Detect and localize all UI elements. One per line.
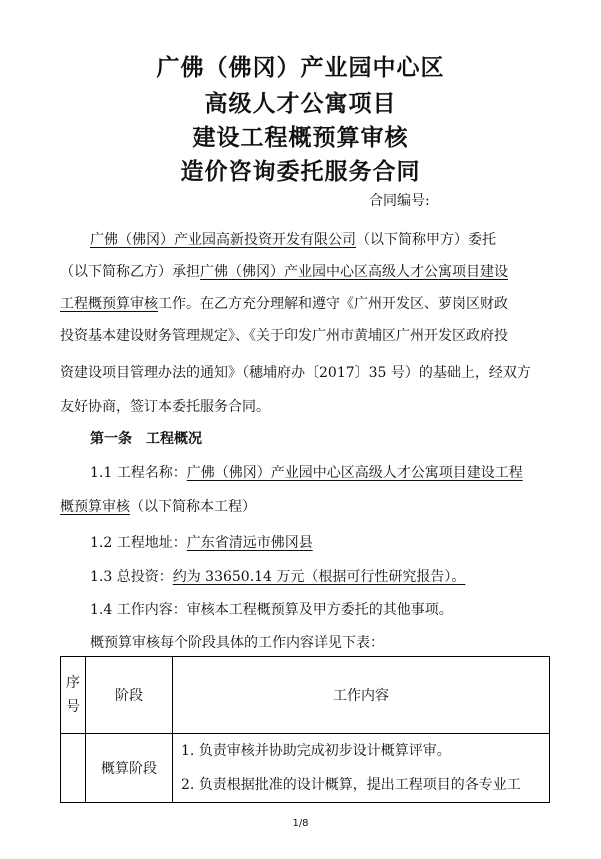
header-stage: 阶段 [86, 657, 173, 734]
item-1-1 [90, 462, 523, 484]
intro-line-2 [60, 261, 508, 283]
page-number: 1/8 [292, 818, 309, 829]
project-name: 广佛（佛冈）产业园中心区高级人才公寓项目建设工程 [186, 465, 523, 481]
table-row [61, 734, 550, 803]
title-line-3: 建设工程概预算审核 [192, 125, 409, 151]
intro-text: （以下简称乙方）承担 [60, 264, 200, 280]
title-line-2: 高级人才公寓项目 [204, 91, 397, 117]
project-name-cont: 工程概预算审核 [60, 296, 158, 312]
intro-line-1 [90, 229, 496, 251]
work-content-table [60, 656, 550, 803]
table-intro: 概预算审核每个阶段具体的工作内容详见下表： [90, 635, 384, 651]
intro-text: 工作。在乙方充分理解和遵守《广州开发区、萝岗区财政 [158, 296, 508, 312]
item-1-1-cont [60, 496, 256, 518]
article-1-heading: 第一条 工程概况 [90, 431, 202, 447]
table-header-row [61, 657, 550, 734]
intro-line-6: 友好协商，签订本委托服务合同。 [60, 399, 270, 415]
title-line-4: 造价咨询委托服务合同 [180, 159, 421, 185]
intro-line-5: 资建设项目管理办法的通知》（穗埔府办〔2017〕35 号）的基础上，经双方 [60, 365, 531, 381]
total-investment: 约为 33650.14 万元（根据可行性研究报告）。 [172, 569, 466, 585]
item-label: 1.4 工作内容： [90, 602, 187, 618]
project-name-cont: 概预算审核 [60, 499, 130, 515]
task-item: 1. 负责审核并协助完成初步设计概算评审。 [181, 743, 451, 759]
header-no: 序号 [61, 657, 86, 734]
item-label: 1.3 总投资： [90, 569, 173, 585]
item-1-2 [90, 532, 313, 554]
item-1-4 [90, 599, 453, 621]
intro-line-4: 投资基本建设财务管理规定》、《关于印发广州市黄埔区广州开发区政府投 [60, 328, 508, 344]
item-label: 1.2 工程地址： [90, 535, 187, 551]
project-name: 广佛（佛冈）产业园中心区高级人才公寓项目建设 [200, 264, 508, 280]
item-text: （以下简称本工程） [130, 499, 256, 515]
work-scope: 审核本工程概预算及甲方委托的其他事项。 [186, 602, 453, 618]
item-1-3 [90, 566, 465, 588]
item-label: 1.1 工程名称： [90, 465, 187, 481]
intro-line-3 [60, 293, 508, 315]
title-line-1: 广佛（佛冈）产业园中心区 [156, 55, 445, 81]
header-content: 工作内容 [173, 657, 550, 734]
row-tasks [173, 734, 550, 803]
project-address: 广东省清远市佛冈县 [186, 535, 313, 551]
row-no [61, 734, 86, 803]
intro-text: （以下简称甲方）委托 [356, 232, 496, 248]
row-stage: 概算阶段 [86, 734, 173, 803]
party-a-name: 广佛（佛冈）产业园高新投资开发有限公司 [90, 232, 356, 248]
task-item: 2. 负责根据批准的设计概算，提出工程项目的各专业工 [181, 777, 521, 793]
contract-number-label: 合同编号: [369, 193, 430, 209]
